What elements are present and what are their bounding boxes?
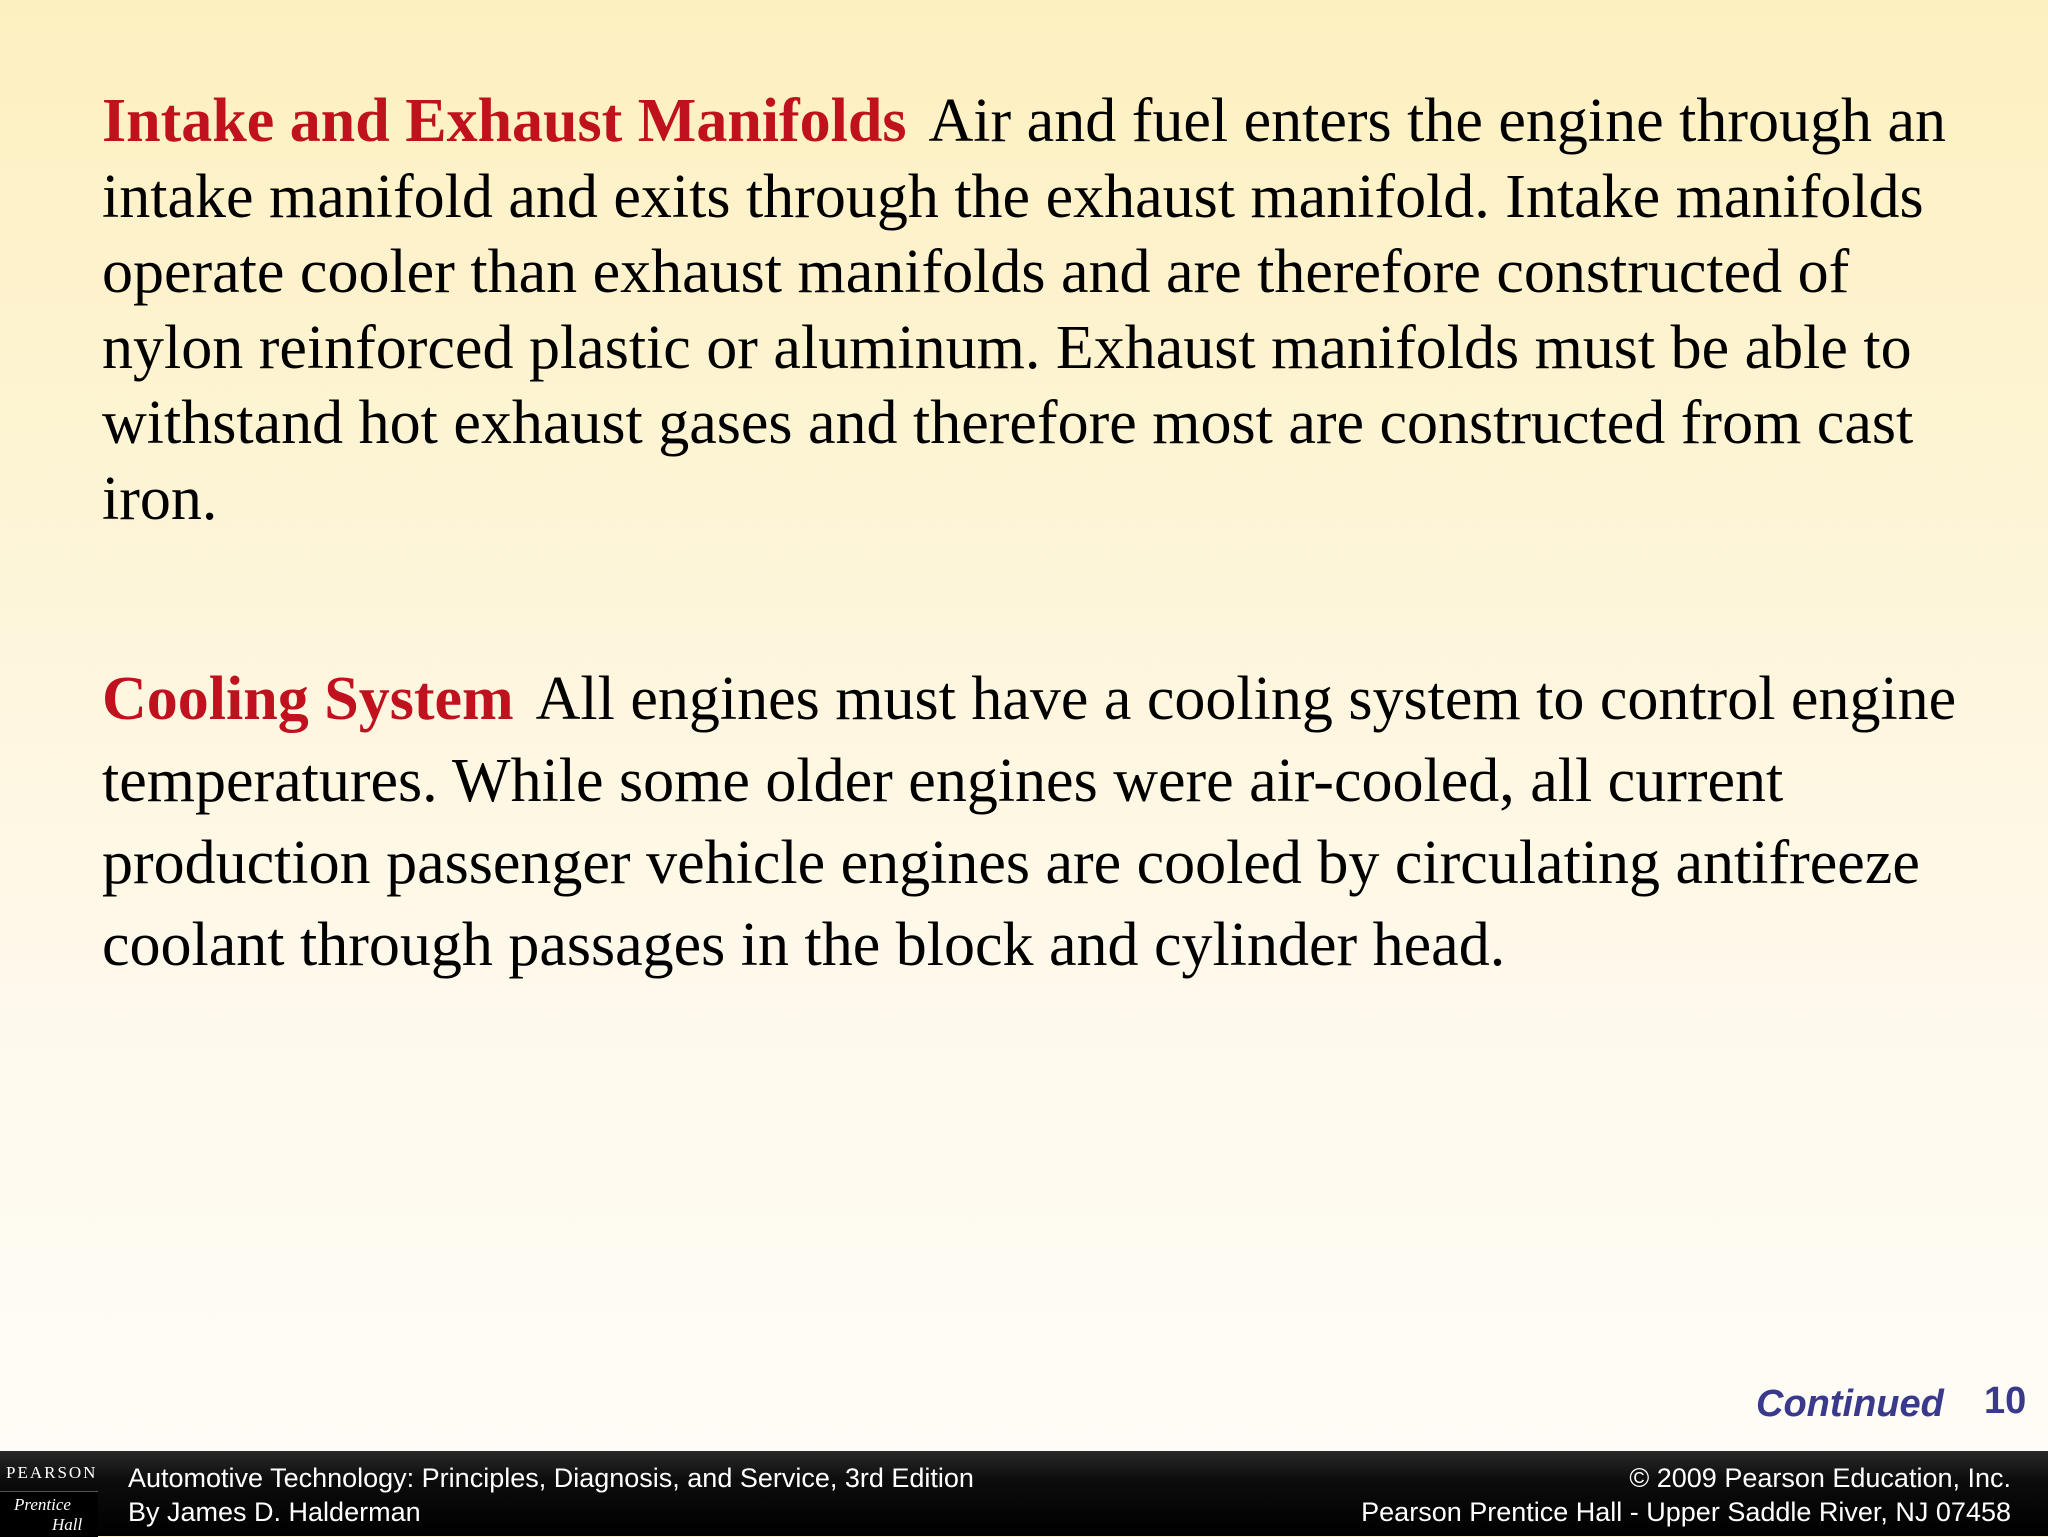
logo-text-prentice: Prentice <box>14 1495 71 1514</box>
footer-author: By James D. Halderman <box>128 1497 421 1527</box>
section-heading: Intake and Exhaust Manifolds <box>102 87 907 155</box>
pearson-prentice-hall-logo <box>0 1457 104 1536</box>
footer-bar <box>0 1451 2048 1536</box>
section-body: All engines must have a cooling system to control engine temperatures. While some older engines were air-cooled, all current production passenger vehicle engines are cooled by circulating antifreeze coolant through passages in the block and cylinder head. <box>102 665 1957 979</box>
paragraph-cooling-system <box>102 658 1982 986</box>
continued-label: Continued <box>1756 1383 1944 1425</box>
page-number: 10 <box>1984 1380 2027 1422</box>
slide-body <box>102 84 1982 986</box>
logo-text-pearson: PEARSON <box>6 1463 98 1482</box>
paragraph-intake-exhaust-manifolds <box>102 84 1982 537</box>
logo-text-hall: Hall <box>52 1515 83 1534</box>
footer-book-title: Automotive Technology: Principles, Diagnosis, and Service, 3rd Edition <box>128 1463 974 1493</box>
footer-copyright: © 2009 Pearson Education, Inc. <box>1629 1463 2011 1493</box>
section-heading: Cooling System <box>102 665 514 733</box>
section-body: Air and fuel enters the engine through an intake manifold and exits through the exhaust manifold. Intake manifolds operate cooler than exhaust manifolds and are therefore constructed of nylon reinforced plastic or aluminum. Exhaust manifolds must be able to withstand hot exhaust gases and therefore most are constructed from cast iron. <box>102 87 1947 533</box>
footer-publisher: Pearson Prentice Hall - Upper Saddle River, NJ 07458 <box>1361 1497 2011 1527</box>
